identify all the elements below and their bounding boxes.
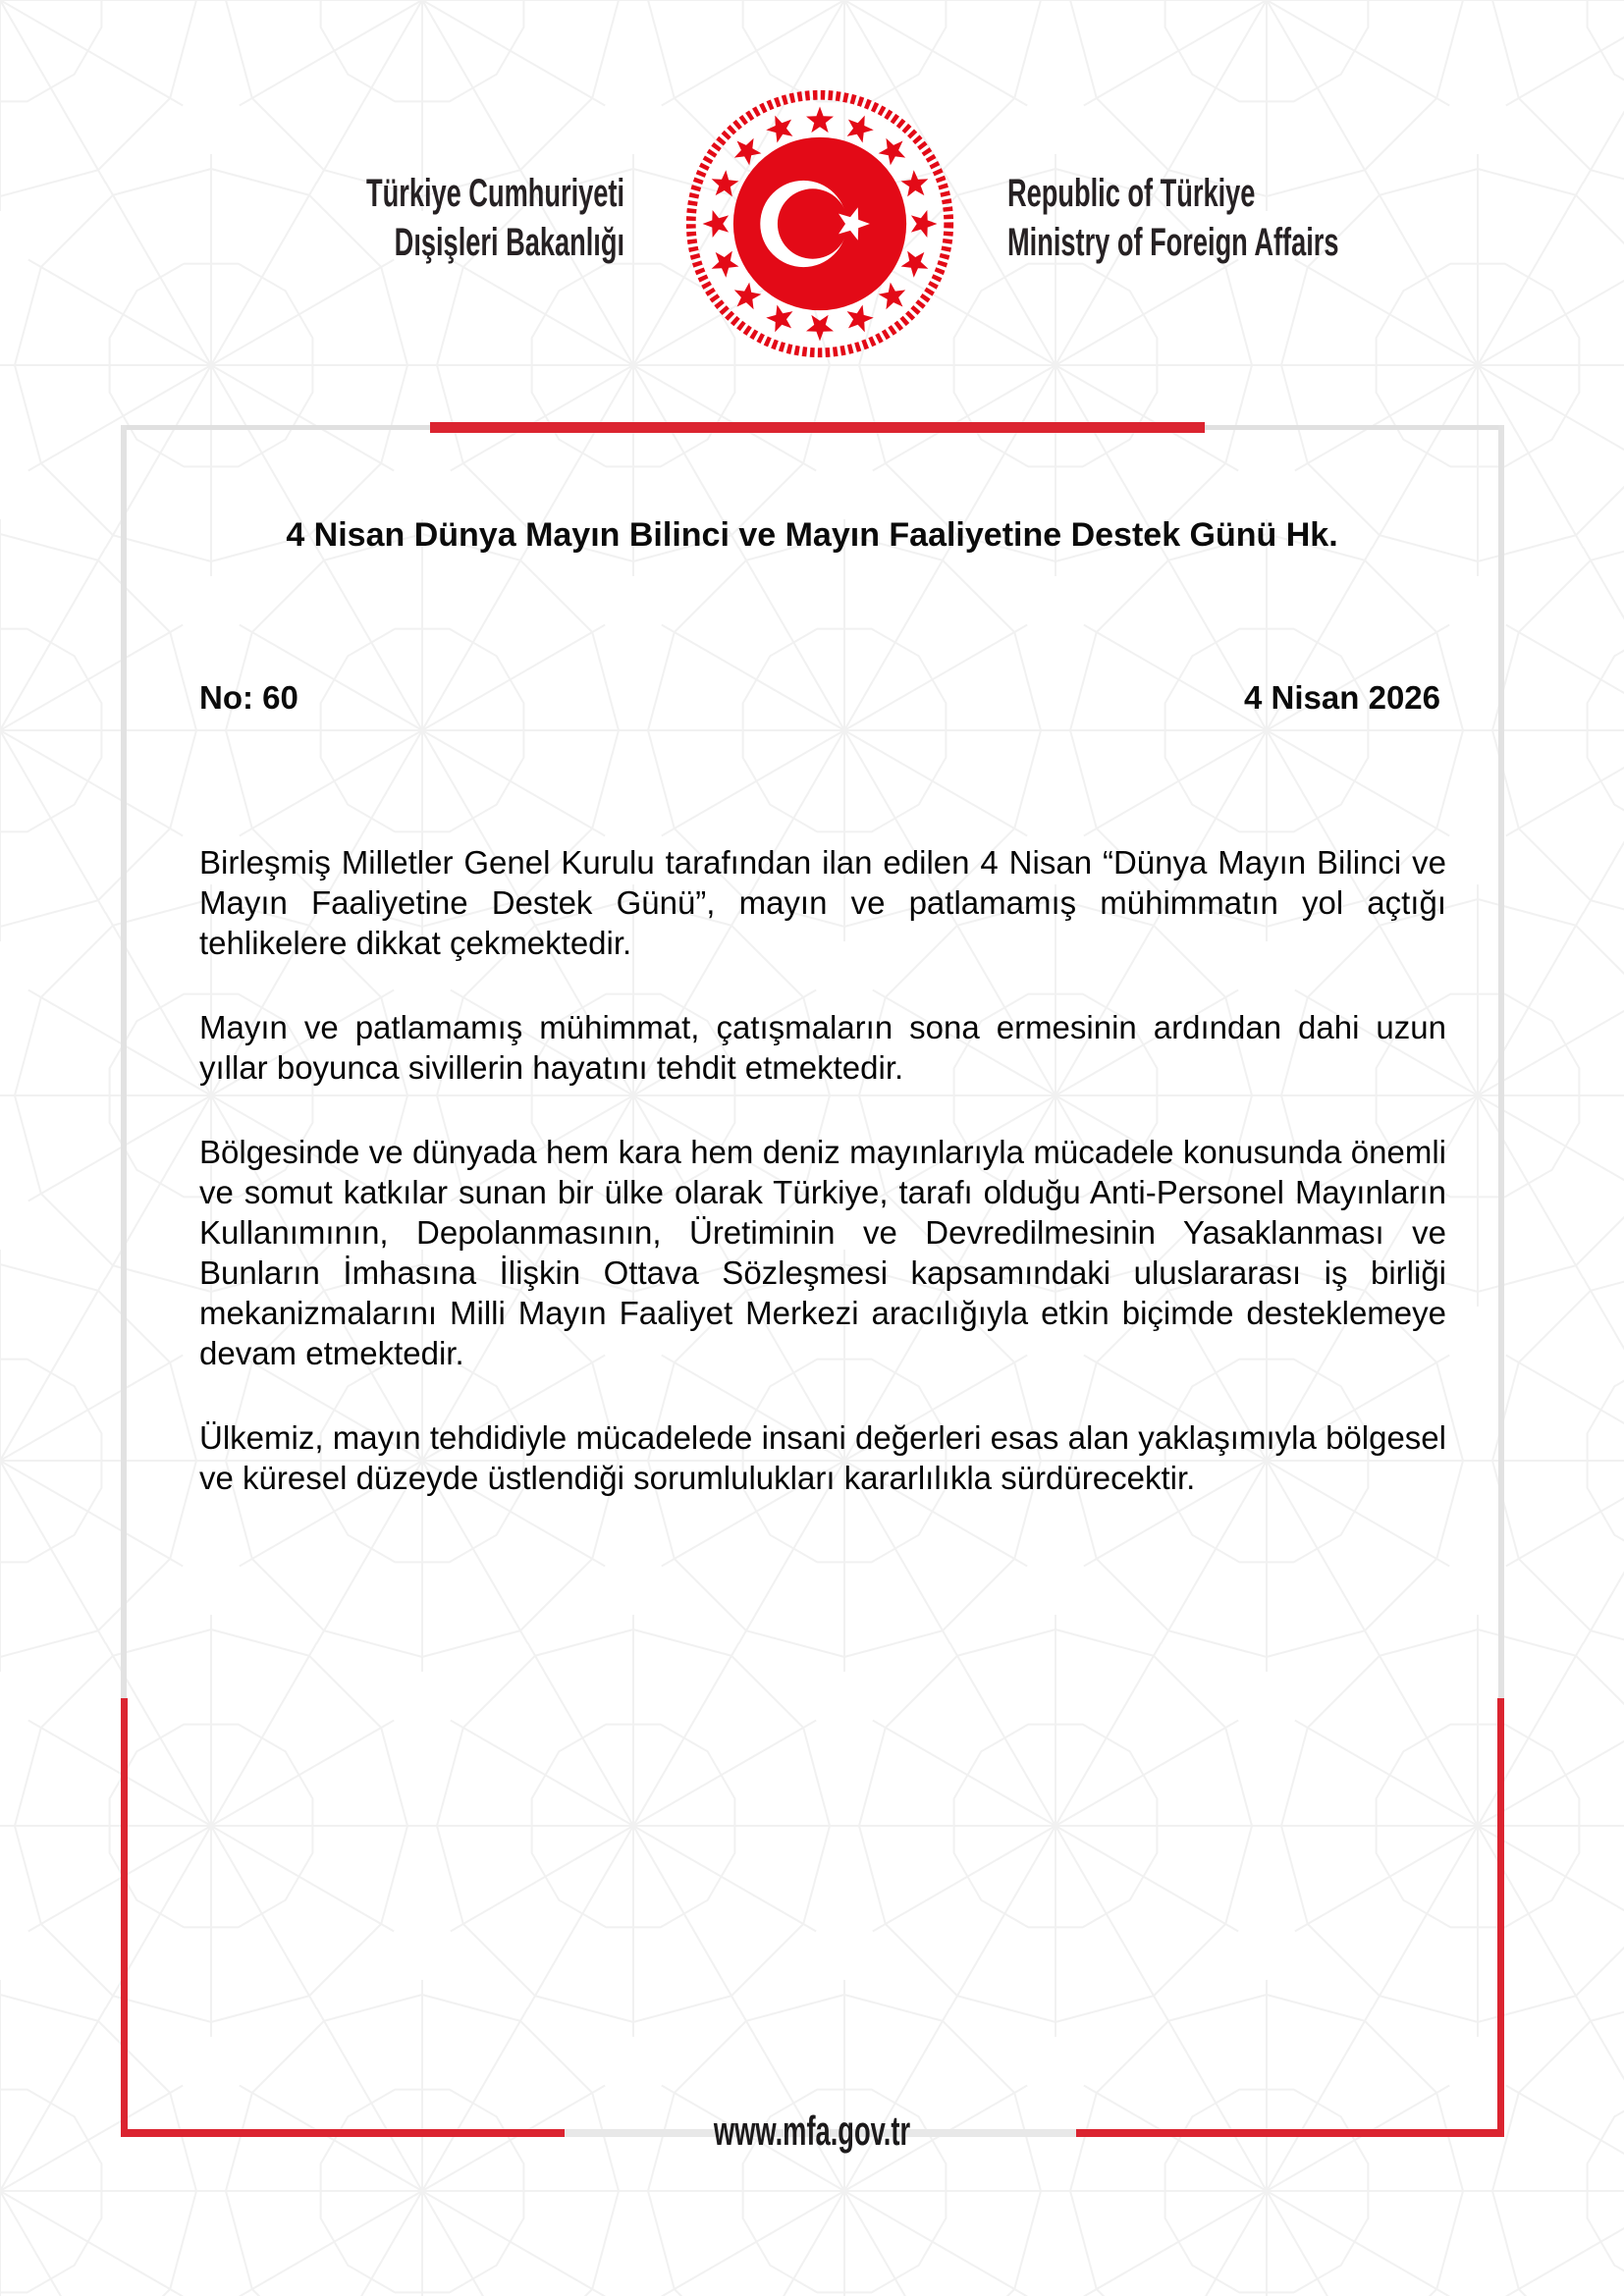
frame-right-border-red [1497, 1698, 1504, 2137]
ministry-name-en-line2: Ministry of Foreign Affairs [1007, 221, 1339, 264]
ministry-name-tr-line2: Dışişleri Bakanlığı [394, 221, 624, 264]
frame-right-border-gray [1498, 425, 1504, 1698]
meta-row [199, 679, 1440, 717]
paragraph: Bölgesinde ve dünyada hem kara hem deniz mayınlarıyla mücadele konusunda önemli ve somut katkılar sunan bir ülke olarak Türkiye, tarafı olduğu Anti-Personel Mayınların Kullanımının, Depolanmasının, Üretiminin ve Devredilmesinin Yasaklanması ve Bunların İmhasına İlişkin Ottava Sözleşmesi kapsamındaki uluslararası iş birliği mekanizmalarını Milli Mayın Faaliyet Merkezi aracılığıyla etkin biçimde desteklemeye devam etmektedir. [199, 1134, 1446, 1371]
ministry-name-english [1007, 169, 1381, 267]
ministry-name-tr-line1: Türkiye Cumhuriyeti [365, 172, 624, 215]
frame-left-border-red [121, 1698, 128, 2137]
page-title: 4 Nisan Dünya Mayın Bilinci ve Mayın Faaliyetine Destek Günü Hk. [286, 516, 1338, 554]
turkiye-mfa-emblem-icon [680, 84, 959, 363]
red-accent-bar [430, 422, 1205, 433]
ministry-name-turkish [291, 169, 624, 267]
paragraph: Birleşmiş Milletler Genel Kurulu tarafından ilan edilen 4 Nisan “Dünya Mayın Bilinci ve Mayın Faaliyetine Destek Günü”, mayın ve patlamamış mühimmatın yol açtığı tehlikelere dikkat çekmektedir. [199, 844, 1446, 961]
body-text [199, 842, 1446, 1542]
crescent-inner [778, 188, 847, 258]
document-date: 4 Nisan 2026 [1244, 679, 1440, 716]
document-number: No: 60 [199, 679, 298, 716]
paragraph: Ülkemiz, mayın tehdidiyle mücadelede insani değerleri esas alan yaklaşımıyla bölgesel ve küresel düzeyde üstlendiği sorumlulukları kararlılıkla sürdürecektir. [199, 1419, 1446, 1496]
website-url: www.mfa.gov.tr [713, 2108, 911, 2154]
ministry-name-en-line1: Republic of Türkiye [1007, 172, 1256, 215]
frame-left-border-gray [121, 425, 127, 1698]
paragraph: Mayın ve patlamamış mühimmat, çatışmaların sona ermesinin ardından dahi uzun yıllar boyunca sivillerin hayatını tehdit etmektedir. [199, 1009, 1446, 1086]
